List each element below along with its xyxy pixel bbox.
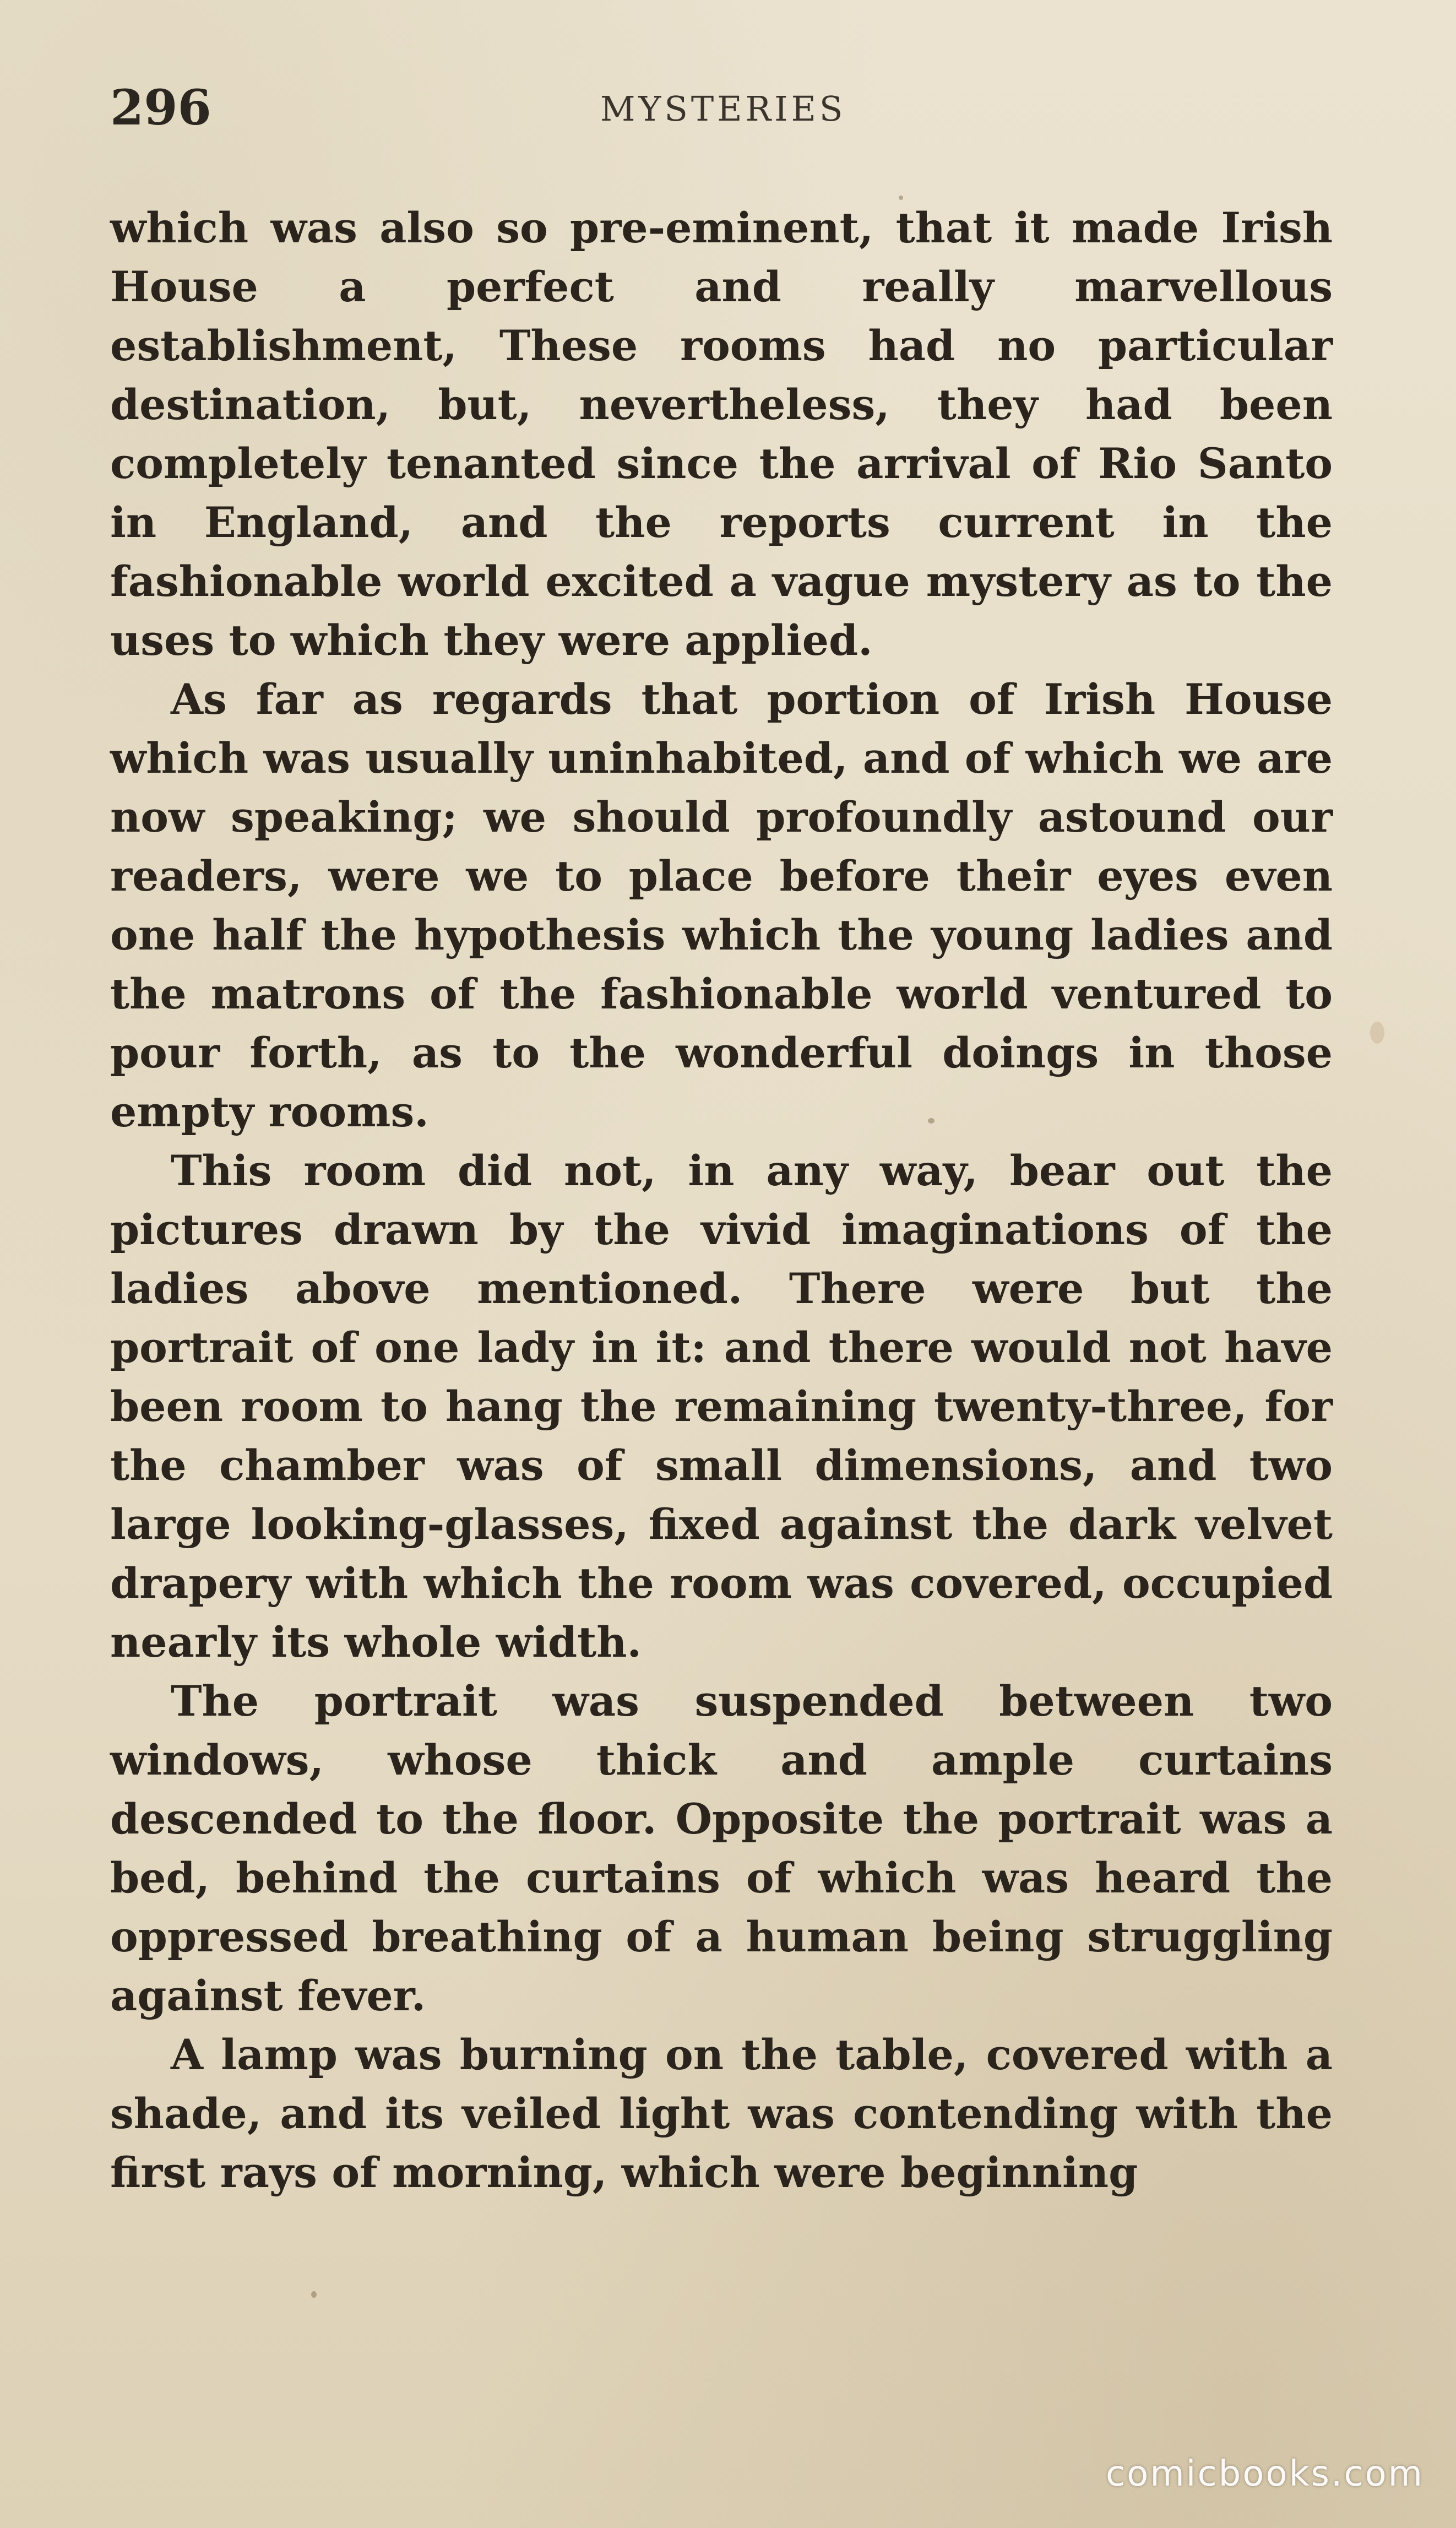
paper-speck (311, 2291, 317, 2298)
paragraph-3: This room did not, in any way, bear out the pictures drawn by the vivid imaginations of the ladies above mentioned. There were but the portrait of one lady in it: and there would not have been room to hang the remaining twenty-three, for the chamber was of small dimensions, and two large looking-glasses, fixed against the dark velvet drapery with which the room was covered, occupied nearly its whole width. (110, 1146, 1333, 1667)
paragraph-2: As far as regards that portion of Irish House which was usually uninhabited, and of which we are now speaking; we should profoundly astound our readers, were we to place before their eyes even one half the hypothesis which the young ladies and the matrons of the fashionable world ventured to pour forth, as to the wonderful doings in those empty rooms. (110, 675, 1333, 1136)
paragraph-4: The portrait was suspended between two windows, whose thick and ample curtains descended to the floor. Opposite the portrait was a bed, behind the curtains of which was heard the oppressed breathing of a human being struggling against fever. (110, 1677, 1333, 2020)
paragraph-5: A lamp was burning on the table, covered with a shade, and its veiled light was contending with the first rays of morning, which were beginning (110, 2030, 1333, 2197)
watermark-text: comicbooks.com (1105, 2454, 1424, 2494)
paper-speck (1370, 1022, 1384, 1044)
running-title: MYSTERIES (600, 89, 846, 129)
page-number: 296 (110, 79, 211, 136)
paragraph-1: which was also so pre-eminent, that it made Irish House a perfect and really marvellous establishment, These rooms had no particular destination, but, nevertheless, they had been completely tenanted since the arrival of Rio Santo in England, and the reports current in the fashionable world excited a vague mystery as to the uses to which they were applied. (110, 203, 1333, 665)
running-head (110, 77, 1333, 138)
body-text (110, 198, 1333, 2202)
